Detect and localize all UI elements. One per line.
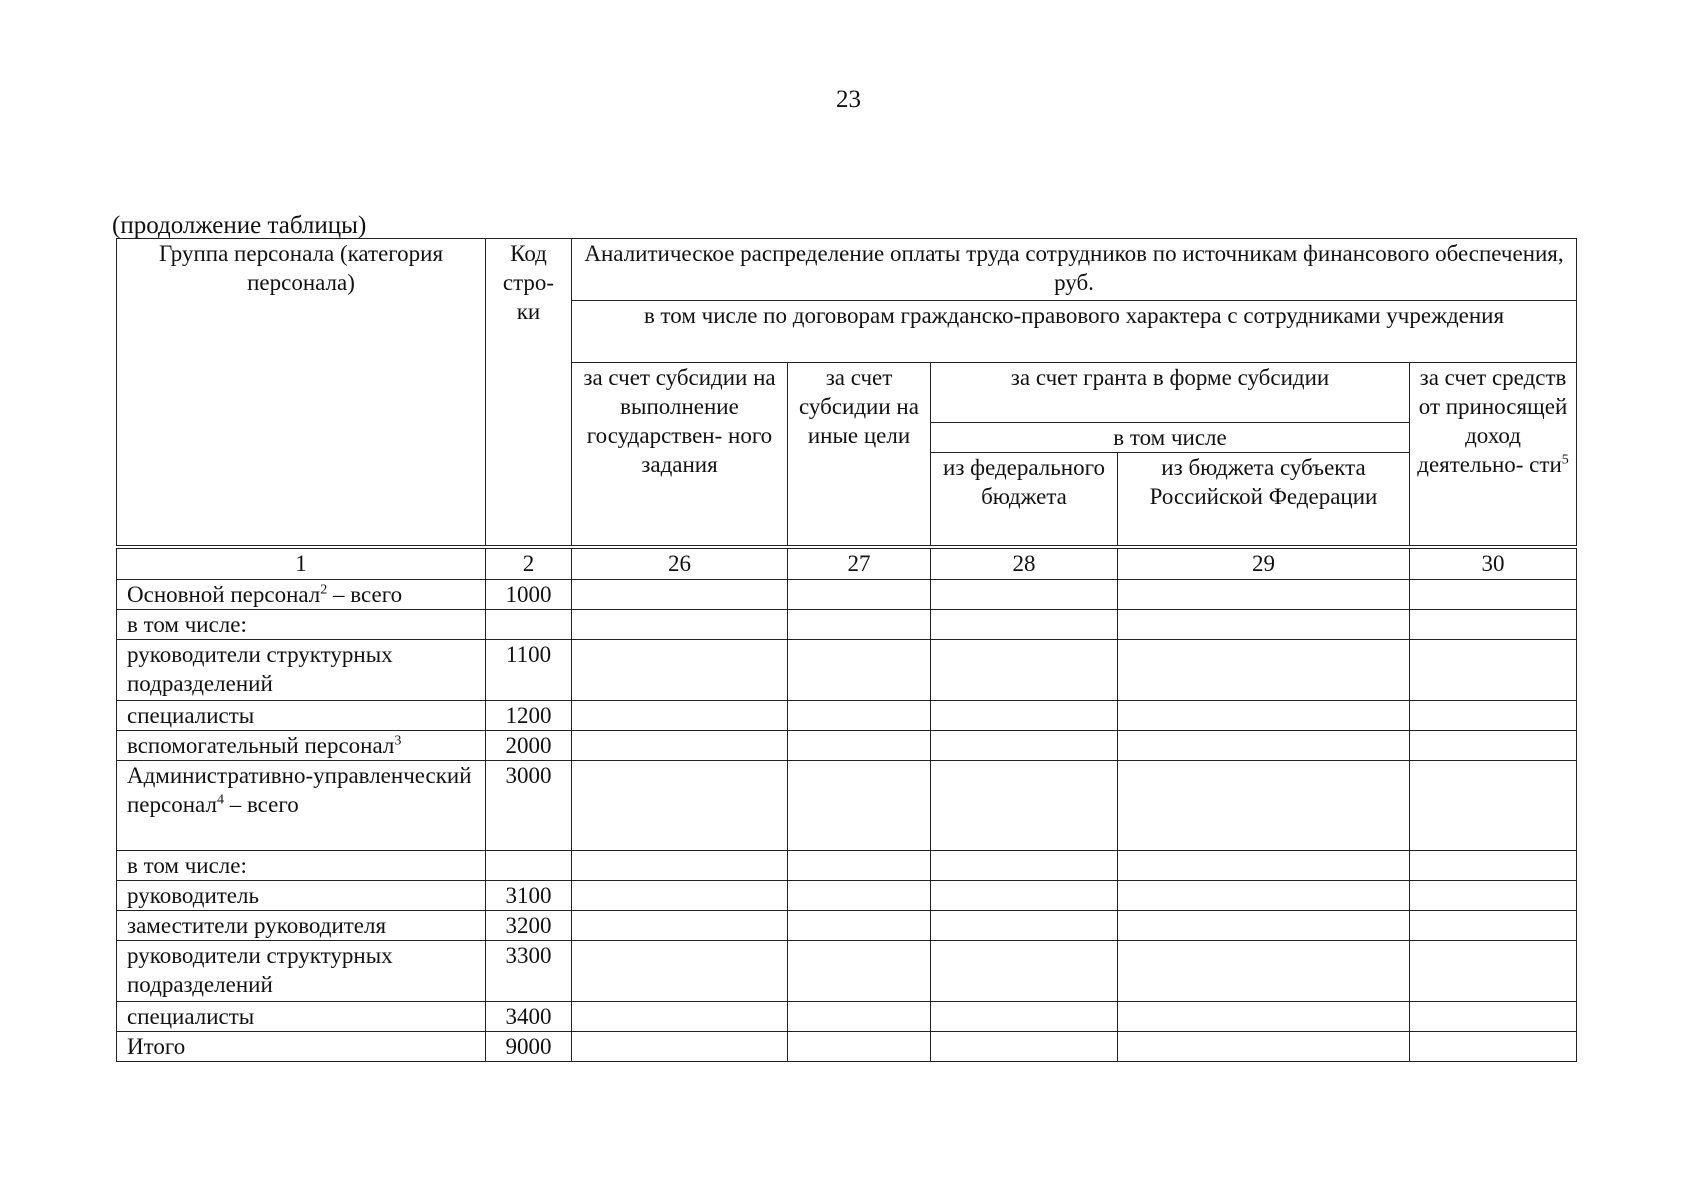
value-cell bbox=[931, 850, 1118, 880]
row-label-text: заместители руководителя bbox=[127, 912, 387, 938]
row-label bbox=[117, 1001, 486, 1031]
row-code: 3200 bbox=[486, 910, 572, 940]
header-row-1 bbox=[117, 239, 1577, 301]
header-subsidy-state-task: за счет субсидии на выполнение государствен- ного задания bbox=[572, 363, 788, 547]
row-label bbox=[117, 910, 486, 940]
value-cell bbox=[788, 1031, 931, 1061]
value-cell bbox=[931, 1031, 1118, 1061]
value-cell bbox=[572, 639, 788, 700]
value-cell bbox=[931, 910, 1118, 940]
header-contracts: в том числе по договорам гражданско-правового характера с сотрудниками учреждения bbox=[572, 301, 1577, 363]
row-label bbox=[117, 609, 486, 639]
table-row bbox=[117, 700, 1577, 730]
value-cell bbox=[1410, 910, 1577, 940]
value-cell bbox=[1118, 730, 1410, 760]
header-income-activity bbox=[1410, 363, 1577, 547]
value-cell bbox=[788, 609, 931, 639]
value-cell bbox=[788, 579, 931, 609]
row-label bbox=[117, 760, 486, 850]
value-cell bbox=[1410, 760, 1577, 850]
value-cell bbox=[1410, 880, 1577, 910]
value-cell bbox=[1410, 579, 1577, 609]
value-cell bbox=[1118, 1001, 1410, 1031]
value-cell bbox=[572, 579, 788, 609]
value-cell bbox=[1410, 850, 1577, 880]
value-cell bbox=[1118, 760, 1410, 850]
column-number: 26 bbox=[572, 547, 788, 580]
column-number: 29 bbox=[1118, 547, 1410, 580]
row-label-footnote: 3 bbox=[394, 732, 402, 748]
table-continuation-note: (продолжение таблицы) bbox=[112, 212, 367, 239]
header-regional-budget: из бюджета субъекта Российской Федерации bbox=[1118, 453, 1410, 547]
table-row bbox=[117, 1001, 1577, 1031]
row-code: 3100 bbox=[486, 880, 572, 910]
value-cell bbox=[931, 730, 1118, 760]
row-code: 1100 bbox=[486, 639, 572, 700]
value-cell bbox=[931, 880, 1118, 910]
value-cell bbox=[1410, 730, 1577, 760]
value-cell bbox=[1410, 940, 1577, 1001]
header-grant: за счет гранта в форме субсидии bbox=[931, 363, 1410, 423]
row-label-text: руководители структурных подразделений bbox=[127, 641, 393, 696]
value-cell bbox=[572, 940, 788, 1001]
row-label bbox=[117, 700, 486, 730]
value-cell bbox=[572, 1001, 788, 1031]
table-row bbox=[117, 609, 1577, 639]
row-label bbox=[117, 639, 486, 700]
column-number: 2 bbox=[486, 547, 572, 580]
row-label bbox=[117, 730, 486, 760]
row-label-text: специалисты bbox=[127, 702, 255, 728]
column-number-row bbox=[117, 547, 1577, 580]
row-label-text: руководители структурных подразделений bbox=[127, 942, 393, 997]
table-row bbox=[117, 910, 1577, 940]
value-cell bbox=[572, 880, 788, 910]
value-cell bbox=[1410, 639, 1577, 700]
value-cell bbox=[1410, 700, 1577, 730]
row-label bbox=[117, 579, 486, 609]
table-row bbox=[117, 940, 1577, 1001]
header-group: Группа персонала (категория персонала) bbox=[117, 239, 486, 547]
row-code: 1200 bbox=[486, 700, 572, 730]
value-cell bbox=[1118, 700, 1410, 730]
row-label-footnote: 2 bbox=[320, 581, 328, 597]
value-cell bbox=[931, 760, 1118, 850]
value-cell bbox=[1118, 1031, 1410, 1061]
value-cell bbox=[788, 639, 931, 700]
row-code: 3300 bbox=[486, 940, 572, 1001]
table-body bbox=[117, 579, 1577, 1061]
value-cell bbox=[1410, 1001, 1577, 1031]
value-cell bbox=[931, 700, 1118, 730]
payroll-distribution-table bbox=[116, 238, 1577, 1062]
value-cell bbox=[1118, 940, 1410, 1001]
value-cell bbox=[572, 910, 788, 940]
row-label-suffix: – всего bbox=[223, 791, 299, 817]
value-cell bbox=[788, 730, 931, 760]
row-label-footnote: 4 bbox=[216, 791, 224, 807]
header-subsidy-other: за счет субсидии на иные цели bbox=[788, 363, 931, 547]
row-label-text: в том числе: bbox=[127, 611, 247, 637]
table-row bbox=[117, 880, 1577, 910]
row-label-text: в том числе: bbox=[127, 852, 247, 878]
row-label bbox=[117, 850, 486, 880]
header-federal-budget: из федерального бюджета bbox=[931, 453, 1118, 547]
row-code: 9000 bbox=[486, 1031, 572, 1061]
value-cell bbox=[788, 760, 931, 850]
table-row bbox=[117, 639, 1577, 700]
value-cell bbox=[931, 609, 1118, 639]
row-code bbox=[486, 850, 572, 880]
header-code: Код стро- ки bbox=[486, 239, 572, 547]
row-label-text: Итого bbox=[127, 1033, 186, 1059]
value-cell bbox=[1118, 579, 1410, 609]
header-income-activity-text: за счет средств от приносящей доход деятельно- сти bbox=[1417, 365, 1568, 477]
value-cell bbox=[931, 579, 1118, 609]
column-number: 27 bbox=[788, 547, 931, 580]
value-cell bbox=[788, 940, 931, 1001]
value-cell bbox=[572, 730, 788, 760]
row-label-text: Основной персонал bbox=[127, 581, 321, 607]
value-cell bbox=[1118, 639, 1410, 700]
row-code: 3400 bbox=[486, 1001, 572, 1031]
row-label-text: Административно-управленческий персонал bbox=[127, 762, 472, 817]
value-cell bbox=[788, 880, 931, 910]
row-label-suffix: – всего bbox=[327, 581, 403, 607]
header-income-activity-footnote: 5 bbox=[1561, 452, 1569, 468]
row-label bbox=[117, 1031, 486, 1061]
page-number: 23 bbox=[836, 86, 861, 113]
table-row bbox=[117, 730, 1577, 760]
column-number: 28 bbox=[931, 547, 1118, 580]
row-code: 1000 bbox=[486, 579, 572, 609]
row-label-text: специалисты bbox=[127, 1003, 255, 1029]
value-cell bbox=[931, 639, 1118, 700]
value-cell bbox=[572, 609, 788, 639]
value-cell bbox=[1410, 609, 1577, 639]
value-cell bbox=[1410, 1031, 1577, 1061]
header-analytic: Аналитическое распределение оплаты труда сотрудников по источникам финансового обеспечения, руб. bbox=[572, 239, 1577, 301]
row-code: 2000 bbox=[486, 730, 572, 760]
value-cell bbox=[572, 1031, 788, 1061]
row-code: 3000 bbox=[486, 760, 572, 850]
column-number: 30 bbox=[1410, 547, 1577, 580]
value-cell bbox=[572, 850, 788, 880]
value-cell bbox=[1118, 850, 1410, 880]
value-cell bbox=[931, 1001, 1118, 1031]
row-label-text: вспомогательный персонал bbox=[127, 732, 395, 758]
row-label-text: руководитель bbox=[127, 882, 259, 908]
row-label bbox=[117, 940, 486, 1001]
value-cell bbox=[1118, 609, 1410, 639]
value-cell bbox=[788, 1001, 931, 1031]
table-row bbox=[117, 760, 1577, 850]
row-code bbox=[486, 609, 572, 639]
value-cell bbox=[931, 940, 1118, 1001]
value-cell bbox=[788, 700, 931, 730]
table-row bbox=[117, 579, 1577, 609]
table-row bbox=[117, 1031, 1577, 1061]
header-grant-including: в том числе bbox=[931, 423, 1410, 453]
value-cell bbox=[788, 850, 931, 880]
value-cell bbox=[1118, 880, 1410, 910]
value-cell bbox=[1118, 910, 1410, 940]
table-row bbox=[117, 850, 1577, 880]
value-cell bbox=[788, 910, 931, 940]
column-number: 1 bbox=[117, 547, 486, 580]
value-cell bbox=[572, 760, 788, 850]
value-cell bbox=[572, 700, 788, 730]
row-label bbox=[117, 880, 486, 910]
